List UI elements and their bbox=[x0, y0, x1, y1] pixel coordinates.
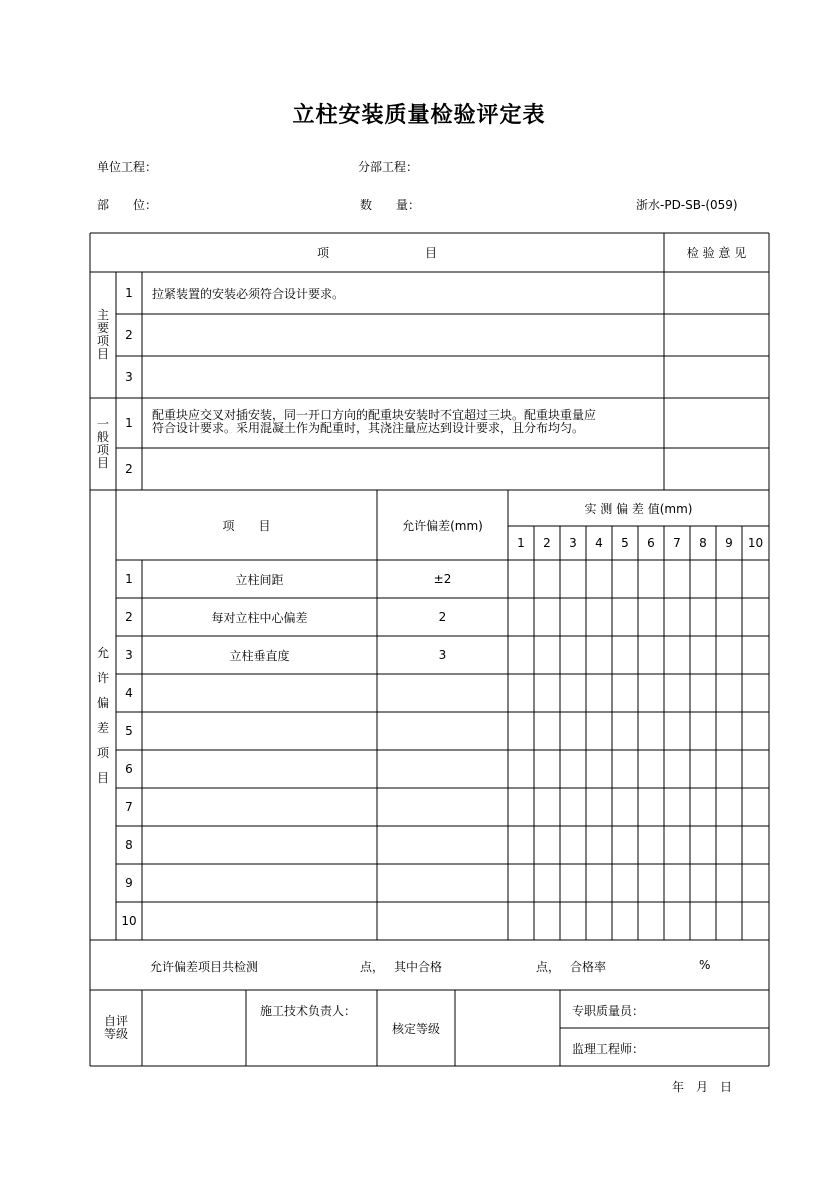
summary-percent-sign: % bbox=[699, 958, 711, 972]
measure-col-number: 7 bbox=[673, 536, 681, 550]
form-code: 浙水-PD-SB-(059) bbox=[636, 198, 738, 212]
tolerance-row-no: 10 bbox=[121, 914, 137, 928]
general-items-label: 一 般 项 目 bbox=[96, 417, 109, 470]
location-label: 部 位： bbox=[97, 198, 158, 212]
tolerance-row-allow bbox=[377, 788, 508, 826]
tolerance-row-item bbox=[142, 674, 377, 712]
tolerance-row-allow bbox=[377, 864, 508, 902]
tolerance-row-allow bbox=[377, 750, 508, 788]
measure-col-number: 2 bbox=[543, 536, 551, 550]
summary-checked-label: 允许偏差项目共检测 bbox=[150, 960, 259, 974]
quality-officer-label: 专职质量员： bbox=[572, 1004, 645, 1018]
main-items-label: 主 要 项 目 bbox=[96, 308, 109, 361]
measure-col-number: 1 bbox=[517, 536, 525, 550]
tech-lead-label: 施工技术负责人： bbox=[260, 1004, 357, 1018]
summary-points-label: 点， bbox=[360, 960, 385, 974]
main-item-text bbox=[152, 356, 662, 398]
tolerance-row-allow bbox=[377, 712, 508, 750]
tolerance-row-item bbox=[142, 826, 377, 864]
measure-col-number: 8 bbox=[699, 536, 707, 550]
general-item-text: 配重块应交叉对插安装，同一开口方向的配重块安装时不宜超过三块。配重块重量应 符合设计要求。采用混凝土作为配重时，其浇注量应达到设计要求，且分布均匀。 bbox=[152, 408, 597, 435]
tolerance-row-allow: 2 bbox=[438, 610, 447, 624]
tolerance-row-allow bbox=[377, 826, 508, 864]
date-label: 年 月 日 bbox=[672, 1080, 733, 1094]
tolerance-row-no: 1 bbox=[125, 572, 133, 586]
header-opinion: 检 验 意 见 bbox=[686, 246, 747, 260]
measure-col-number: 5 bbox=[621, 536, 629, 550]
quantity-label: 数 量： bbox=[360, 198, 421, 212]
main-item-text bbox=[152, 314, 662, 356]
sub-project-label: 分部工程： bbox=[358, 160, 419, 174]
tolerance-row-allow bbox=[377, 674, 508, 712]
tolerance-row-item: 每对立柱中心偏差 bbox=[211, 610, 308, 625]
tolerance-row-item bbox=[142, 712, 377, 750]
tolerance-row-no: 5 bbox=[125, 724, 133, 738]
header-item: 项 目 bbox=[316, 246, 437, 260]
main-item-text: 拉紧装置的安装必须符合设计要求。 bbox=[152, 286, 345, 301]
tolerance-col-item: 项 目 bbox=[222, 518, 271, 533]
tolerance-row-no: 3 bbox=[125, 648, 133, 662]
main-item-no: 2 bbox=[125, 328, 133, 342]
self-eval-label: 自评 等级 bbox=[103, 1014, 128, 1041]
verify-grade-label: 核定等级 bbox=[391, 1021, 440, 1036]
summary-rate-label: 合格率 bbox=[570, 960, 607, 974]
tolerance-row-no: 9 bbox=[125, 876, 133, 890]
tolerance-row-allow: 3 bbox=[438, 648, 447, 662]
summary-points-label: 点， bbox=[536, 960, 561, 974]
tolerance-row-item bbox=[142, 902, 377, 940]
measure-col-number: 9 bbox=[725, 536, 733, 550]
tolerance-row-item: 立柱间距 bbox=[235, 572, 284, 587]
measure-col-number: 10 bbox=[747, 536, 764, 550]
measure-col-number: 6 bbox=[647, 536, 655, 550]
general-item-no: 2 bbox=[125, 462, 133, 476]
main-item-no: 1 bbox=[125, 286, 133, 300]
tolerance-items-label: 允 许 偏 差 项 目 bbox=[96, 646, 109, 785]
tolerance-row-allow: ±2 bbox=[433, 572, 452, 586]
tolerance-col-measured: 实 测 偏 差 值(mm) bbox=[584, 501, 693, 516]
tolerance-row-no: 7 bbox=[125, 800, 133, 814]
general-item-no: 1 bbox=[125, 416, 133, 430]
tolerance-row-item: 立柱垂直度 bbox=[229, 648, 290, 663]
tolerance-row-allow bbox=[377, 902, 508, 940]
measure-col-number: 4 bbox=[595, 536, 603, 550]
tolerance-row-item bbox=[142, 788, 377, 826]
page-title: 立柱安装质量检验评定表 bbox=[292, 103, 546, 128]
tolerance-row-item bbox=[142, 750, 377, 788]
summary-qualified-label: 其中合格 bbox=[394, 960, 443, 974]
tolerance-row-item bbox=[142, 864, 377, 902]
tolerance-row-no: 8 bbox=[125, 838, 133, 852]
tolerance-row-no: 6 bbox=[125, 762, 133, 776]
measure-col-number: 3 bbox=[569, 536, 577, 550]
tolerance-row-no: 4 bbox=[125, 686, 133, 700]
main-item-no: 3 bbox=[125, 370, 133, 384]
tolerance-row-no: 2 bbox=[125, 610, 133, 624]
supervisor-label: 监理工程师： bbox=[572, 1042, 645, 1056]
unit-project-label: 单位工程： bbox=[97, 160, 158, 174]
tolerance-col-allow: 允许偏差(mm) bbox=[402, 518, 483, 533]
